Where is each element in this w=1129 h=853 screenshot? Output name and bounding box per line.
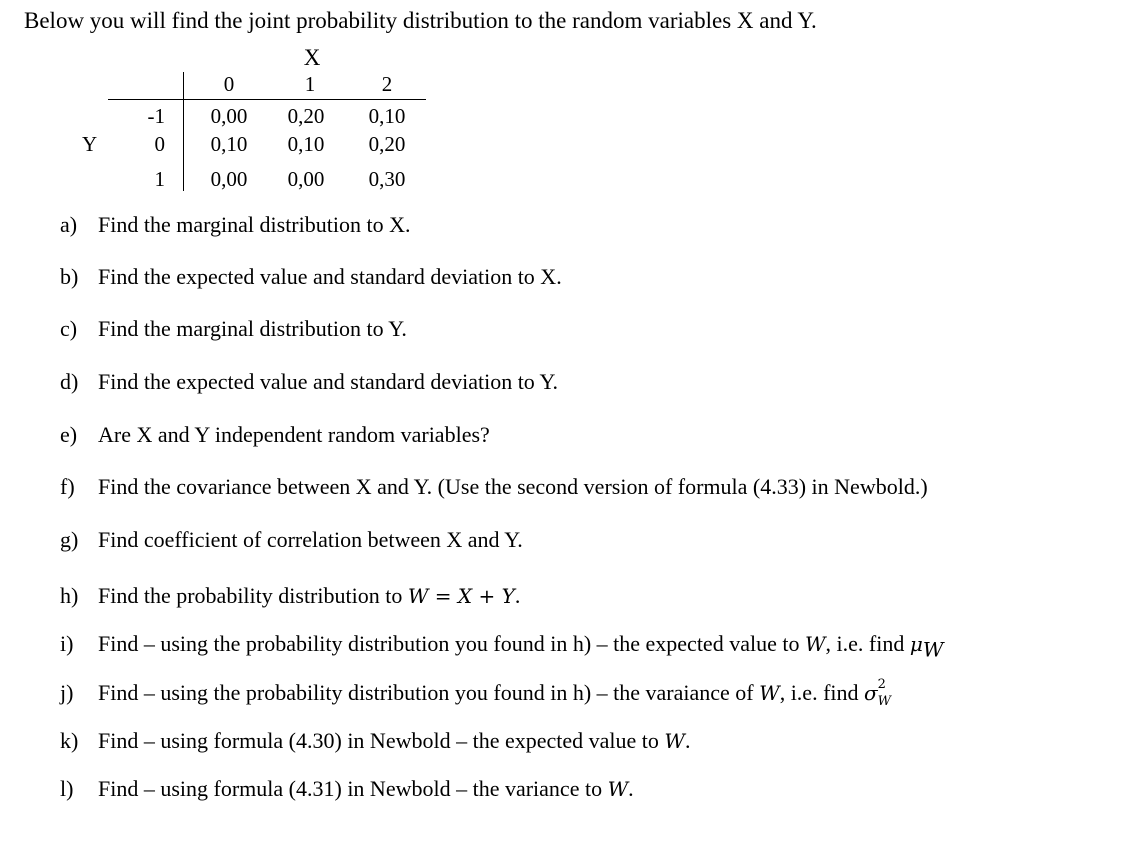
intro-text: Below you will find the joint probability distribution to the random variables X and Y. [24, 8, 817, 33]
table-cell: 0,30 [368, 167, 406, 191]
table-cell: 0,00 [287, 167, 325, 191]
question-text-line [98, 775, 634, 803]
table-cell: 0,10 [210, 132, 248, 156]
y-value-label: 0 [154, 132, 165, 156]
question-text: Find – using formula (4.31) in Newbold – the variance to [98, 776, 603, 801]
math-variable: W [664, 729, 685, 753]
question-text: Find the marginal distribution to X. [98, 212, 411, 237]
question-letter: f) [60, 474, 75, 499]
question-text: Find the covariance between X and Y. (Use the second version of formula (4.33) in Newbold.) [98, 474, 928, 499]
question-text-line [98, 679, 892, 707]
question-punctuation: . [514, 583, 521, 608]
question-text: Find the expected value and standard deviation to X. [98, 264, 562, 289]
math-operator: = [428, 584, 458, 608]
math-subscript: W [877, 694, 892, 709]
question-text-line [98, 582, 520, 610]
question-letter: l) [60, 776, 74, 801]
x-value-header: 2 [381, 72, 393, 96]
question-text: , i.e. find [779, 680, 859, 705]
y-value-label: -1 [147, 104, 165, 128]
question-letter: d) [60, 369, 79, 394]
table-cell: 0,20 [368, 132, 406, 156]
y-value-label: 1 [154, 167, 165, 191]
question-text: Find – using formula (4.30) in Newbold – the expected value to [98, 728, 659, 753]
math-operator: + [472, 584, 502, 608]
question-text: Find – using the probability distribution you found in h) – the expected value to [98, 631, 800, 656]
table-cell: 0,10 [368, 104, 406, 128]
question-punctuation: . [628, 776, 634, 801]
table-cell: 0,10 [287, 132, 325, 156]
math-variable: W [607, 777, 629, 801]
question-letter: b) [60, 264, 79, 289]
question-letter: g) [60, 527, 79, 552]
math-variable: Y [501, 584, 515, 608]
math-variable: X [457, 584, 473, 608]
question-text: Find the marginal distribution to Y. [98, 316, 407, 341]
table-cell: 0,20 [287, 104, 325, 128]
math-variable: W [407, 584, 429, 608]
header-divider [108, 99, 426, 100]
math-variable: W [804, 632, 826, 656]
question-text-line [98, 630, 943, 663]
math-sigma: σ [864, 681, 878, 705]
table-cell: 0,00 [210, 167, 248, 191]
question-letter: a) [60, 212, 78, 237]
row-label-divider [183, 72, 184, 191]
question-letter: i) [60, 631, 74, 656]
math-variable: W [759, 681, 780, 705]
y-variable-label: Y [82, 132, 98, 156]
question-text: Find the probability distribution to [98, 583, 403, 608]
table-cell: 0,00 [210, 104, 248, 128]
question-punctuation: . [684, 728, 691, 753]
math-subsup [877, 677, 892, 709]
question-letter: c) [60, 316, 78, 341]
x-value-header: 1 [304, 72, 316, 96]
question-text: Are X and Y independent random variables? [98, 422, 490, 447]
question-text-line [98, 727, 690, 755]
x-variable-label: X [303, 45, 321, 70]
question-letter: h) [60, 583, 79, 608]
question-text: , i.e. find [825, 631, 905, 656]
question-letter: j) [60, 680, 74, 705]
question-text: Find the expected value and standard deviation to Y. [98, 369, 559, 394]
x-value-header: 0 [223, 72, 235, 96]
question-text: Find coefficient of correlation between X and Y. [98, 527, 523, 552]
math-subscript: W [922, 637, 944, 662]
math-superscript: 2 [877, 677, 886, 692]
math-mu: μ [909, 632, 923, 656]
question-letter: k) [60, 728, 79, 753]
question-text: Find – using the probability distribution you found in h) – the varaiance of [98, 680, 760, 705]
question-letter: e) [60, 422, 78, 447]
